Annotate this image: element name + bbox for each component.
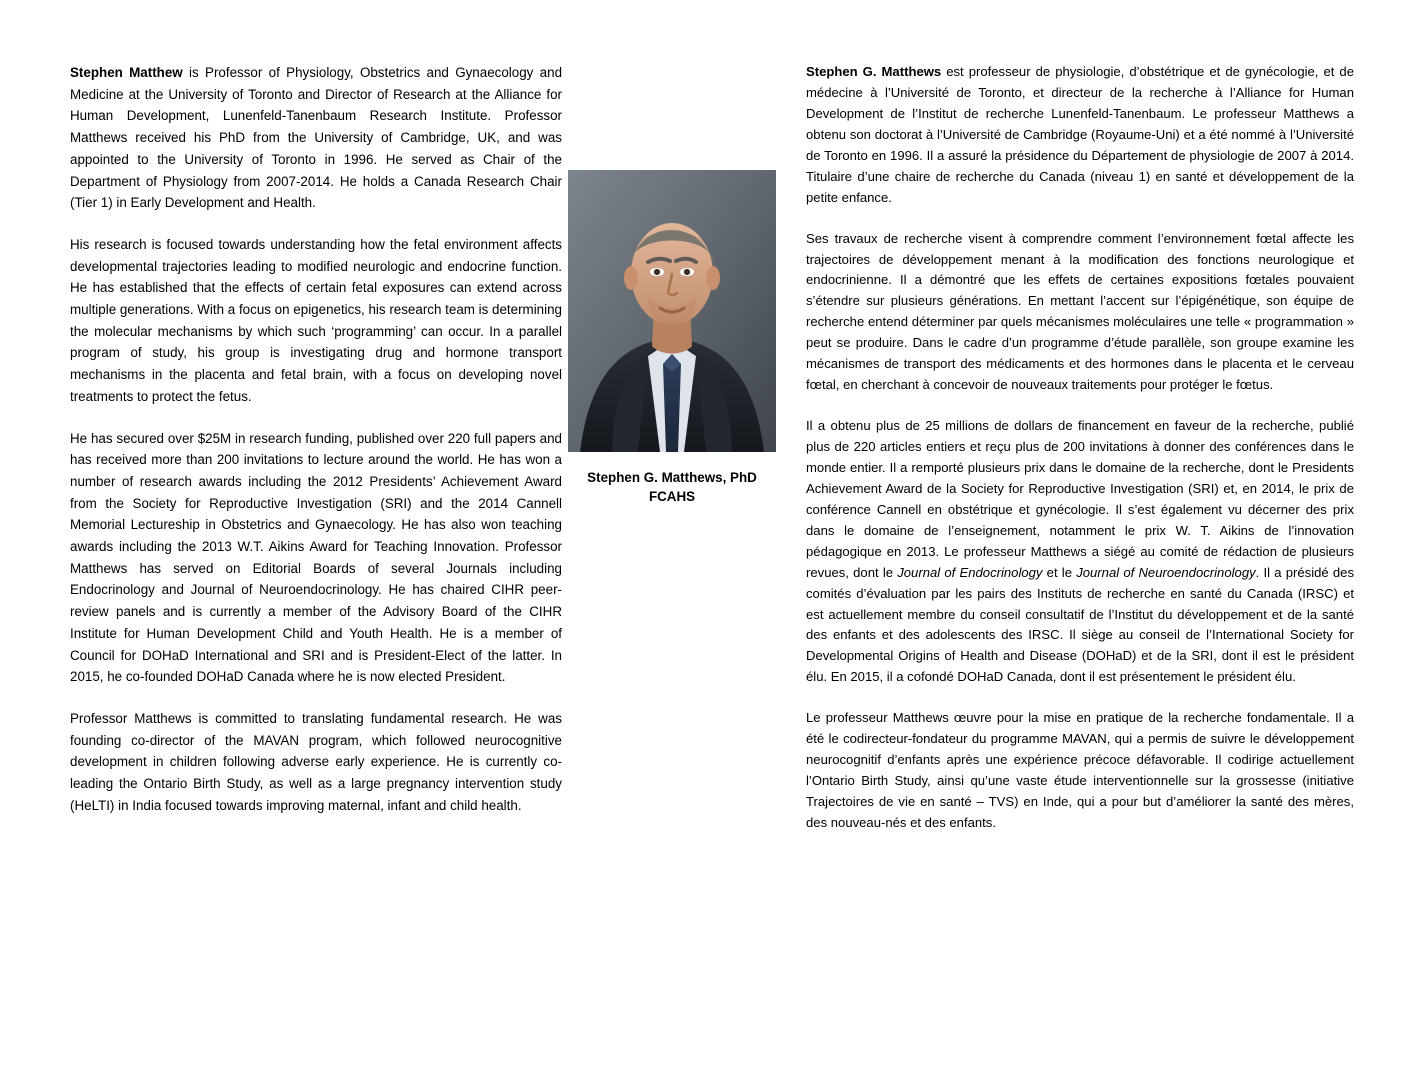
french-paragraph-3-part3: . Il a présidé des comités d’évaluation par les pairs des Instituts de recherche en santé du Canada (IRSC) et est actuellement membre du conseil consultatif de l’Institut du développement et de la santé des enfants et des adolescents des IRSC. Il siège au conseil de l’International Society for Developmental Origins of Health and Disease (DOHaD) et de la SRI, dont il est le président élu. En 2015, il a cofondé DOHaD Canada, dont il est présentement le président élu. — [806, 564, 1354, 685]
french-name-lead: Stephen G. Matthews — [806, 64, 942, 79]
portrait-caption-credentials: FCAHS — [648, 489, 696, 505]
portrait-photo-graphic — [568, 170, 776, 452]
english-paragraph-1 — [70, 62, 562, 214]
english-paragraph-3: He has secured over $25M in research funding, published over 220 full papers and has received more than 200 invitations to lecture around the world. He has won a number of research awards including the 2012 Presidents’ Achievement Award from the Society for Reproductive Investigation (SRI) and the 2014 Cannell Memorial Lectureship in Obstetrics and Gynaecology. He has also won teaching awards including the 2013 W.T. Aikins Award for Teaching Innovation. Professor Matthews has served on Editorial Boards of several Journals including Endocrinology and Journal of Neuroendocrinology. He has chaired CIHR peer-review panels and is currently a member of the Advisory Board of the CIHR Institute for Human Development Child and Youth Health. He is a member of Council for DOHaD International and SRI and is President-Elect of the latter. In 2015, he co-founded DOHaD Canada where he is now elected President. — [70, 430, 562, 685]
portrait-photo — [568, 170, 776, 452]
french-bio-column — [806, 62, 1354, 834]
english-paragraph-2: His research is focused towards understanding how the fetal environment affects developmental trajectories leading to modified neurologic and endocrine function. He has established that the effects of certain fetal exposures can extend across multiple generations. With a focus on epigenetics, his research team is determining the molecular mechanisms by which such ‘programming’ can occur. In a parallel program of study, his group is investigating drug and hormone transport mechanisms in the placenta and fetal brain, with a focus on developing novel treatments to protect the fetus. — [70, 236, 562, 404]
french-paragraph-3 — [806, 416, 1354, 688]
english-name-lead: Stephen Matthew — [70, 65, 183, 80]
french-paragraph-1-text: est professeur de physiologie, d’obstétrique et de gynécologie, et de médecine à l’Université de Toronto, et directeur de la recherche à l’Alliance for Human Development de l’Institut de recherche Lunenfeld-Tanenbaum. Le professeur Matthews a obtenu son doctorat à l’Université de Cambridge (Royaume-Uni) et a été nommé à l’Université de Toronto en 1996. Il a assuré la présidence du Département de physiologie de 2007 à 2014. Titulaire d’une chaire de recherche du Canada (niveau 1) en santé et développement de la petite enfance. — [806, 64, 1354, 205]
portrait-caption-name: Stephen G. Matthews, PhD — [587, 470, 757, 485]
french-paragraph-1 — [806, 62, 1354, 209]
french-paragraph-2: Ses travaux de recherche visent à comprendre comment l’environnement fœtal affecte les trajectoires de développement menant à la modification des fonctions neurologique et endocrinienne. Il a démontré que les effets de certaines expositions fœtales pouvaient s’étendre sur plusieurs générations. En mettant l’accent sur l’épigénétique, son équipe de recherche entend déterminer par quels mécanismes moléculaires une telle « programmation » peut se produire. Dans le cadre d’un programme d’étude parallèle, son groupe examine les mécanismes de transport des médicaments et des hormones dans le placenta et le cerveau fœtal, en cherchant à concevoir de nouveaux traitements pour protéger le fœtus. — [806, 230, 1354, 393]
portrait-block — [568, 170, 776, 507]
english-paragraph-4: Professor Matthews is committed to translating fundamental research. He was founding co-director of the MAVAN program, which followed neurocognitive development in children following adverse early experience. He is currently co-leading the Ontario Birth Study, as well as a large pregnancy intervention study (HeLTI) in India focused towards improving maternal, infant and child health. — [70, 710, 562, 813]
english-paragraph-1-text: is Professor of Physiology, Obstetrics and Gynaecology and Medicine at the University of Toronto and Director of Research at the Alliance for Human Development, Lunenfeld-Tanenbaum Research Institute. Professor Matthews received his PhD from the University of Cambridge, UK, and was appointed to the University of Toronto in 1996. He served as Chair of the Department of Physiology from 2007-2014. He holds a Canada Research Chair (Tier 1) in Early Development and Health. — [70, 65, 563, 211]
french-journal-endocrinology: Journal of Endocrinology — [897, 564, 1043, 580]
french-paragraph-3-part1: Il a obtenu plus de 25 millions de dollars de financement en faveur de la recherche, publié plus de 220 articles entiers et reçu plus de 200 invitations à donner des conférences dans le monde entier. Il a remporté plusieurs prix dans le domaine de la recherche, dont le Presidents Achievement Award de la Society for Reproductive Investigation (SRI) et, en 2014, le prix de conférence Cannell en obstétrique et gynécologie. Il s’est également vu décerner des prix dans le domaine de l’enseignement, notamment le prix W. T. Aikins de l’innovation pédagogique en 2013. Le professeur Matthews a siégé au comité de rédaction de plusieurs revues, dont le — [806, 418, 1354, 580]
french-paragraph-4: Le professeur Matthews œuvre pour la mise en pratique de la recherche fondamentale. Il a été le codirecteur-fondateur du programme MAVAN, qui a permis de suivre le développement neurocognitif d’enfants après une expérience précoce défavorable. Il codirige actuellement l’Ontario Birth Study, ainsi qu’une vaste étude interventionnelle sur la grossesse (initiative Trajectoires de vie en santé – TVS) en Inde, qui a pour but d’améliorer la santé des mères, des nouveau-nés et des enfants. — [806, 710, 1354, 830]
french-journal-neuroendocrinology: Journal of Neuroendocrinology — [1076, 564, 1256, 580]
french-paragraph-3-part2: et le — [1042, 564, 1077, 580]
english-bio-column — [70, 62, 562, 817]
portrait-caption — [568, 468, 776, 507]
